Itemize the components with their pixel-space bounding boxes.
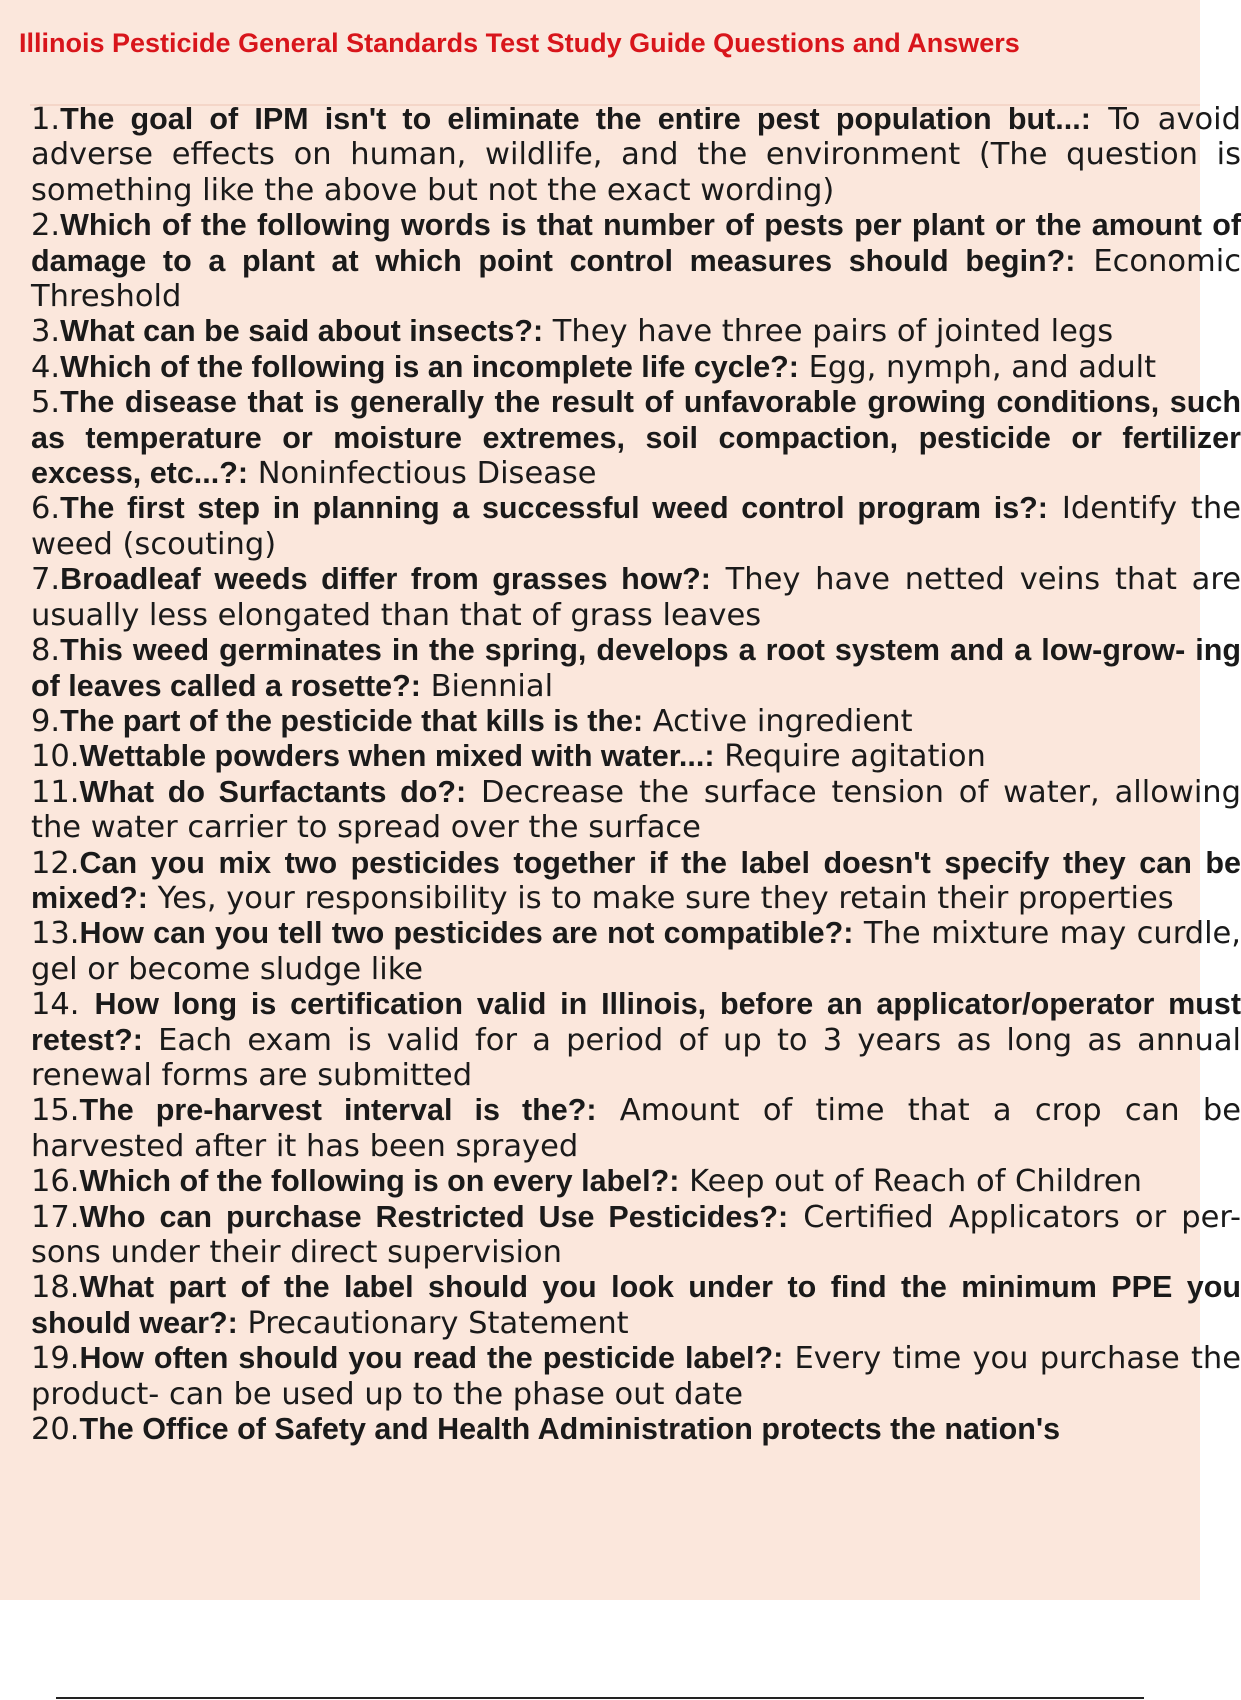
- answer-text: Yes, your responsibility is to make sure they retain their properties: [147, 880, 1174, 916]
- question-number: 9.: [31, 703, 61, 739]
- question-text: How often should you read the pesticide label?:: [79, 1341, 784, 1376]
- question-item-6: [31, 491, 1241, 562]
- question-number: 18.: [31, 1270, 80, 1306]
- question-number: 2.: [31, 208, 61, 244]
- answer-text: Identify the weed (scouting): [31, 491, 1241, 562]
- document-title: Illinois Pesticide General Standards Test Study Guide Questions and Answers: [19, 28, 1020, 58]
- answer-text: To avoid adverse effects on human, wildlife, and the environment (The question is something like the above but not the exact wording): [31, 102, 1241, 208]
- answer-text: Decrease the surface tension of water, allowing the water carrier to spread over the surface: [31, 774, 1241, 846]
- question-number: 20.: [31, 1412, 80, 1448]
- answer-text: They have three pairs of jointed legs: [543, 314, 1114, 350]
- question-text: The disease that is generally the result of unfavorable growing conditions, such as temperature or moisture extremes, soil compaction, pesticide or fertilizer excess, etc...?:: [31, 385, 1241, 491]
- question-item-5: [31, 385, 1241, 491]
- question-text: Which of the following is on every label?:: [79, 1164, 680, 1199]
- question-text: Can you mix two pesticides together if the label doesn't specify they can be mixed?:: [31, 845, 1241, 915]
- question-item-8: [31, 633, 1241, 704]
- question-number: 1.: [31, 102, 61, 137]
- answer-text: Biennial: [420, 668, 554, 704]
- answer-text: Each exam is valid for a period of up to 3 years as long as annual renewal forms are submitted: [31, 1022, 1241, 1093]
- answer-text: Active ingredient: [643, 703, 913, 739]
- question-text: The pre-harvest interval is the?:: [79, 1093, 597, 1128]
- question-number: 6.: [31, 491, 61, 527]
- question-number: 13.: [31, 916, 80, 952]
- question-number: 8.: [31, 633, 61, 669]
- question-text: What part of the label should you look under to find the minimum PPE you should wear?:: [31, 1270, 1241, 1340]
- question-number: 11.: [31, 774, 80, 810]
- question-item-7: [31, 562, 1241, 633]
- question-number: 14.: [31, 987, 95, 1023]
- answer-text: They have netted veins that are usually less elongated than that of grass leaves: [31, 562, 1241, 633]
- question-number: 4.: [31, 349, 61, 385]
- answer-text: Precautionary Statement: [237, 1305, 629, 1341]
- question-text: How can you tell two pesticides are not compatible?:: [79, 916, 854, 951]
- answer-text: Amount of time that a crop can be harvested after it has been sprayed: [31, 1093, 1241, 1164]
- question-text: What can be said about insects?:: [60, 314, 544, 349]
- question-text: The goal of IPM isn't to eliminate the entire pest population but...:: [60, 102, 1091, 136]
- question-text: What do Surfactants do?:: [79, 774, 467, 809]
- question-item-3: [31, 314, 1241, 349]
- question-item-2: [31, 208, 1241, 314]
- footer-divider: [56, 1697, 1144, 1699]
- question-item-15: [31, 1093, 1241, 1164]
- question-item-12: [31, 846, 1241, 917]
- question-text: The first step in planning a successful weed control program is?:: [60, 491, 1048, 526]
- question-item-16: [31, 1164, 1241, 1199]
- question-item-9: [31, 704, 1241, 739]
- question-text: The Office of Safety and Health Administration protects the nation's: [79, 1412, 1061, 1447]
- answer-text: Certified Applicators or per- sons under their direct supervision: [31, 1199, 1241, 1270]
- question-number: 7.: [31, 562, 61, 598]
- question-number: 12.: [31, 845, 80, 881]
- question-number: 10.: [31, 739, 80, 775]
- answer-text: Require agitation: [714, 739, 986, 775]
- question-item-13: [31, 916, 1241, 987]
- question-number: 16.: [31, 1164, 80, 1200]
- question-text: The part of the pesticide that kills is the:: [60, 703, 644, 738]
- question-text: This weed germinates in the spring, develops a root system and a low-grow- ing of leaves called a rosette?:: [31, 633, 1241, 703]
- answer-text: Economic Threshold: [31, 243, 1241, 315]
- question-item-19: [31, 1341, 1241, 1412]
- question-text: Which of the following is an incomplete life cycle?:: [60, 349, 799, 384]
- question-number: 3.: [31, 314, 61, 350]
- question-number: 5.: [31, 385, 61, 421]
- question-text: Broadleaf weeds differ from grasses how?:: [60, 562, 711, 597]
- answer-text: Egg, nymph, and adult: [798, 349, 1157, 385]
- question-item-18: [31, 1270, 1241, 1341]
- question-text: How long is certification valid in Illinois, before an applicator/operator must retest?:: [31, 987, 1241, 1057]
- question-item-4: [31, 350, 1241, 385]
- question-text: Which of the following words is that number of pests per plant or the amount of damage to a plant at which point control measures should begin?:: [31, 208, 1241, 278]
- question-item-1: [31, 102, 1241, 208]
- question-item-14: [31, 987, 1241, 1093]
- question-item-20: [31, 1412, 1241, 1447]
- question-text: Who can purchase Restricted Use Pesticides?:: [79, 1199, 789, 1234]
- question-item-11: [31, 775, 1241, 846]
- answer-text: The mixture may curdle, gel or become sludge like: [31, 916, 1241, 987]
- question-number: 19.: [31, 1341, 80, 1377]
- question-number: 17.: [31, 1199, 80, 1235]
- question-item-10: [31, 739, 1241, 774]
- question-list: [31, 102, 1241, 1447]
- question-text: Wettable powders when mixed with water...:: [79, 739, 715, 774]
- answer-text: Keep out of Reach of Children: [679, 1164, 1142, 1200]
- answer-text: Every time you purchase the product- can be used up to the phase out date: [31, 1341, 1241, 1412]
- question-item-17: [31, 1200, 1241, 1271]
- answer-text: Noninfectious Disease: [248, 456, 597, 492]
- question-number: 15.: [31, 1093, 80, 1129]
